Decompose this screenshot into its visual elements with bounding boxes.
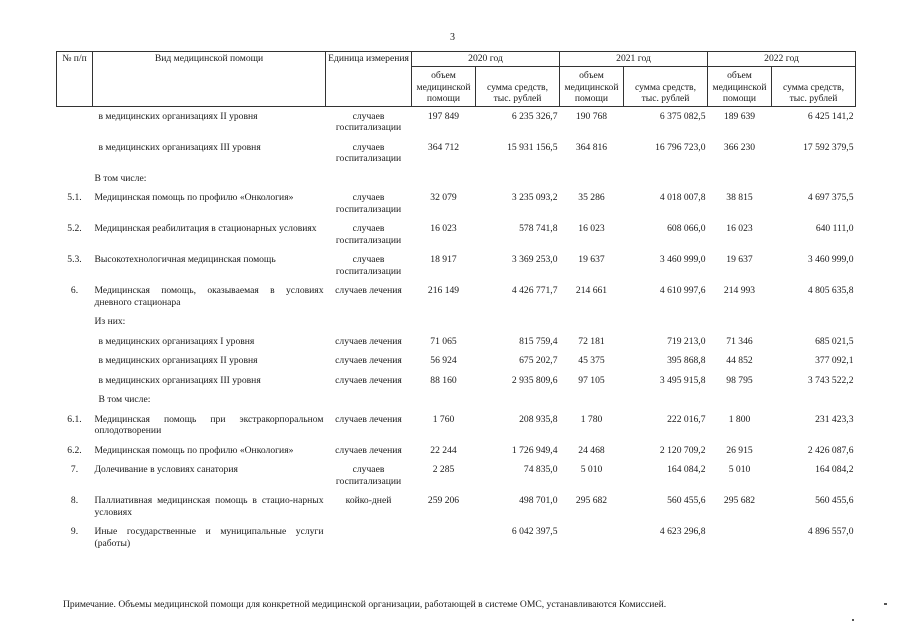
row-volume-2022: 295 682 <box>723 495 756 506</box>
header-volume-2020: объем медицинской помощи <box>412 66 476 106</box>
row-volume-2021: 5 010 <box>580 464 603 475</box>
row-sum-2022: 17 592 379,5 <box>803 141 854 153</box>
row-volume-2022: 366 230 <box>723 141 756 153</box>
row-volume-2021: 24 468 <box>578 444 605 456</box>
row-volume-2020: 259 206 <box>427 495 460 506</box>
row-number: 5.3. <box>67 254 82 265</box>
row-volume-2022 <box>708 522 772 553</box>
row-sum-2021: 4 018 007,8 <box>659 192 706 203</box>
row-unit: случаев госпитализации <box>335 464 402 487</box>
row-sum-2022: 231 423,3 <box>815 413 854 425</box>
header-unit: Единица измерения <box>326 52 412 107</box>
row-sum-2020: 498 701,0 <box>519 495 558 506</box>
row-volume-2020 <box>412 169 476 189</box>
row-sum-2020: 815 759,4 <box>519 335 558 347</box>
row-name: в медицинских организациях III уровня <box>98 374 261 386</box>
row-sum-2021: 4 623 296,8 <box>659 526 706 537</box>
row-name: Паллиативная медицинская помощь в стацио-нарных условиях <box>94 495 324 518</box>
row-volume-2022: 26 915 <box>726 444 753 456</box>
row-volume-2022: 16 023 <box>726 223 753 234</box>
row-number <box>57 106 93 138</box>
row-unit: случаев госпитализации <box>335 192 402 215</box>
row-volume-2020 <box>412 522 476 553</box>
row-unit <box>326 390 412 410</box>
row-volume-2022: 19 637 <box>726 254 753 265</box>
row-sum-2020: 15 931 156,5 <box>507 141 558 153</box>
table-row <box>57 351 856 371</box>
row-number: 6. <box>70 285 79 296</box>
row-sum-2020: 3 369 253,0 <box>511 254 558 265</box>
row-name: Медицинская реабилитация в стационарных условиях <box>94 223 317 234</box>
row-number: 7. <box>70 464 79 475</box>
row-volume-2022: 98 795 <box>726 374 753 386</box>
row-sum-2020 <box>476 312 560 332</box>
row-unit: случаев госпитализации <box>335 254 402 277</box>
row-sum-2020: 578 741,8 <box>519 223 558 234</box>
header-year-2020: 2020 год <box>412 52 560 67</box>
table-row <box>57 312 856 332</box>
row-unit: случаев лечения <box>335 413 402 425</box>
row-volume-2020 <box>412 312 476 332</box>
row-unit <box>326 522 412 553</box>
row-volume-2021 <box>560 522 624 553</box>
row-sum-2021 <box>624 169 708 189</box>
table-row <box>57 169 856 189</box>
header-sum-2021: сумма средств, тыс. рублей <box>624 66 708 106</box>
row-volume-2020: 32 079 <box>430 192 457 203</box>
row-sum-2021: 2 120 709,2 <box>659 444 706 456</box>
row-volume-2022: 44 852 <box>726 355 753 366</box>
row-volume-2020: 1 760 <box>432 413 455 425</box>
row-unit: случаев лечения <box>335 374 402 386</box>
row-volume-2020: 22 244 <box>430 444 457 456</box>
row-number <box>57 169 93 189</box>
row-sum-2021 <box>624 390 708 410</box>
row-sum-2022: 4 805 635,8 <box>807 285 854 296</box>
row-volume-2021: 1 780 <box>580 413 603 425</box>
row-sum-2021: 395 868,8 <box>667 355 706 366</box>
header-num: № п/п <box>57 52 93 107</box>
row-volume-2021 <box>560 390 624 410</box>
row-sum-2021: 6 375 082,5 <box>659 110 706 122</box>
row-volume-2020: 364 712 <box>427 141 460 153</box>
row-name: Иные государственные и муниципальные услуги (работы) <box>94 526 324 549</box>
row-name: Медицинская помощь по профилю «Онкология» <box>94 192 294 203</box>
row-sum-2020: 2 935 809,6 <box>511 374 558 386</box>
header-name: Вид медицинской помощи <box>93 52 326 107</box>
row-unit: случаев госпитализации <box>335 110 402 133</box>
row-sum-2020: 6 235 326,7 <box>511 110 558 122</box>
scan-speck <box>884 603 887 605</box>
row-sum-2020: 6 042 397,5 <box>511 526 558 537</box>
table-row <box>57 491 856 522</box>
row-number: 6.1. <box>67 413 82 425</box>
row-sum-2020: 74 835,0 <box>523 464 558 475</box>
row-volume-2021 <box>560 312 624 332</box>
row-volume-2020: 56 924 <box>430 355 457 366</box>
row-name: в медицинских организациях II уровня <box>98 355 258 366</box>
row-name: В том числе: <box>98 394 151 405</box>
row-volume-2021: 214 661 <box>575 285 608 296</box>
row-volume-2021: 364 816 <box>575 141 608 153</box>
row-unit: койко-дней <box>345 495 392 506</box>
row-sum-2021: 16 796 723,0 <box>655 141 706 153</box>
table-body <box>57 106 856 553</box>
row-volume-2020 <box>412 390 476 410</box>
row-unit: случаев госпитализации <box>335 141 402 164</box>
row-unit <box>326 312 412 332</box>
row-sum-2022: 377 092,1 <box>815 355 854 366</box>
header-sum-2020: сумма средств, тыс. рублей <box>476 66 560 106</box>
row-number: 5.2. <box>67 223 82 234</box>
row-sum-2021: 560 455,6 <box>667 495 706 506</box>
row-name: Медицинская помощь, оказываемая в условиях дневного стационара <box>94 285 324 308</box>
row-unit: случаев лечения <box>335 335 402 347</box>
row-sum-2020: 3 235 093,2 <box>511 192 558 203</box>
row-sum-2020: 675 202,7 <box>519 355 558 366</box>
row-name: Медицинская помощь по профилю «Онкология» <box>94 444 294 456</box>
row-unit: случаев лечения <box>335 285 402 296</box>
row-sum-2022: 560 455,6 <box>815 495 854 506</box>
header-year-2021: 2021 год <box>560 52 708 67</box>
row-number <box>57 332 93 352</box>
row-sum-2020 <box>476 390 560 410</box>
row-sum-2021: 222 016,7 <box>667 413 706 425</box>
header-year-2022: 2022 год <box>708 52 856 67</box>
row-volume-2022 <box>708 390 772 410</box>
row-number: 9. <box>70 526 79 537</box>
row-volume-2020: 16 023 <box>430 223 457 234</box>
row-sum-2022: 685 021,5 <box>815 335 854 347</box>
row-name: в медицинских организациях II уровня <box>98 110 258 122</box>
row-name: Высокотехнологичная медицинская помощь <box>94 254 276 265</box>
row-volume-2020: 197 849 <box>427 110 460 122</box>
row-sum-2021 <box>624 312 708 332</box>
row-sum-2021: 719 213,0 <box>667 335 706 347</box>
row-sum-2022 <box>772 312 856 332</box>
row-unit: случаев госпитализации <box>335 223 402 246</box>
row-sum-2022: 3 743 522,2 <box>807 374 854 386</box>
row-sum-2020: 208 935,8 <box>519 413 558 425</box>
row-volume-2022 <box>708 312 772 332</box>
table-row <box>57 460 856 491</box>
row-volume-2021: 16 023 <box>578 223 605 234</box>
row-volume-2021: 19 637 <box>578 254 605 265</box>
row-volume-2022 <box>708 169 772 189</box>
row-name: в медицинских организациях III уровня <box>98 141 261 153</box>
row-sum-2022: 640 111,0 <box>815 223 854 234</box>
table-row <box>57 138 856 169</box>
row-sum-2021: 3 460 999,0 <box>659 254 706 265</box>
row-name: Из них: <box>94 316 126 327</box>
table-row <box>57 188 856 219</box>
table-row <box>57 219 856 250</box>
row-unit <box>326 169 412 189</box>
row-volume-2021: 72 181 <box>578 335 605 347</box>
row-volume-2020: 18 917 <box>430 254 457 265</box>
row-volume-2021: 35 286 <box>578 192 605 203</box>
header-volume-2021: объем медицинской помощи <box>560 66 624 106</box>
row-name: Долечивание в условиях санатория <box>94 464 238 475</box>
row-number <box>57 138 93 169</box>
row-sum-2022: 164 084,2 <box>815 464 854 475</box>
table-row <box>57 441 856 461</box>
row-sum-2020: 1 726 949,4 <box>511 444 558 456</box>
row-volume-2021 <box>560 169 624 189</box>
row-number <box>57 371 93 391</box>
row-sum-2021: 3 495 915,8 <box>659 374 706 386</box>
row-volume-2020: 71 065 <box>430 335 457 347</box>
row-sum-2020: 4 426 771,7 <box>511 285 558 296</box>
row-sum-2022 <box>772 390 856 410</box>
table-header <box>57 52 856 107</box>
row-sum-2020 <box>476 169 560 189</box>
row-number: 8. <box>70 495 79 506</box>
table-row <box>57 106 856 138</box>
row-sum-2021: 164 084,2 <box>667 464 706 475</box>
row-sum-2022: 2 426 087,6 <box>807 444 854 456</box>
row-volume-2020: 88 160 <box>430 374 457 386</box>
row-sum-2022: 4 697 375,5 <box>807 192 854 203</box>
page-number: 3 <box>450 32 455 43</box>
row-name: Медицинская помощь при экстракорпоральном оплодотворении <box>94 413 324 436</box>
header-sum-2022: сумма средств, тыс. рублей <box>772 66 856 106</box>
row-volume-2022: 38 815 <box>726 192 753 203</box>
row-number: 5.1. <box>67 192 82 203</box>
row-number <box>57 390 93 410</box>
row-volume-2022: 214 993 <box>723 285 756 296</box>
row-sum-2022: 6 425 141,2 <box>807 110 854 122</box>
data-table <box>56 51 856 553</box>
row-number: 6.2. <box>67 444 82 456</box>
row-sum-2022 <box>772 169 856 189</box>
row-sum-2022: 4 896 557,0 <box>807 526 854 537</box>
row-volume-2021: 295 682 <box>575 495 608 506</box>
row-sum-2021: 4 610 997,6 <box>659 285 706 296</box>
table-row <box>57 332 856 352</box>
row-number <box>57 351 93 371</box>
row-volume-2022: 1 800 <box>728 413 751 425</box>
table-row <box>57 522 856 553</box>
table-row <box>57 371 856 391</box>
row-sum-2021: 608 066,0 <box>667 223 706 234</box>
scan-speck <box>852 619 854 621</box>
row-volume-2022: 71 346 <box>726 335 753 347</box>
row-unit: случаев лечения <box>335 355 402 366</box>
row-volume-2021: 97 105 <box>578 374 605 386</box>
table-row <box>57 410 856 441</box>
table-row <box>57 281 856 312</box>
row-volume-2021: 45 375 <box>578 355 605 366</box>
table-row <box>57 390 856 410</box>
row-unit: случаев лечения <box>335 444 402 456</box>
table-row <box>57 250 856 281</box>
row-sum-2022: 3 460 999,0 <box>807 254 854 265</box>
row-number <box>57 312 93 332</box>
row-volume-2020: 216 149 <box>427 285 460 296</box>
row-volume-2022: 189 639 <box>723 110 756 122</box>
row-name: в медицинских организациях I уровня <box>98 335 255 347</box>
row-name: В том числе: <box>94 172 147 184</box>
row-volume-2020: 2 285 <box>432 464 455 475</box>
header-volume-2022: объем медицинской помощи <box>708 66 772 106</box>
row-volume-2022: 5 010 <box>728 464 751 475</box>
footnote: Примечание. Объемы медицинской помощи для конкретной медицинской организации, работающей в системе ОМС, устанавливаются Комиссией. <box>63 599 667 610</box>
row-volume-2021: 190 768 <box>575 110 608 122</box>
